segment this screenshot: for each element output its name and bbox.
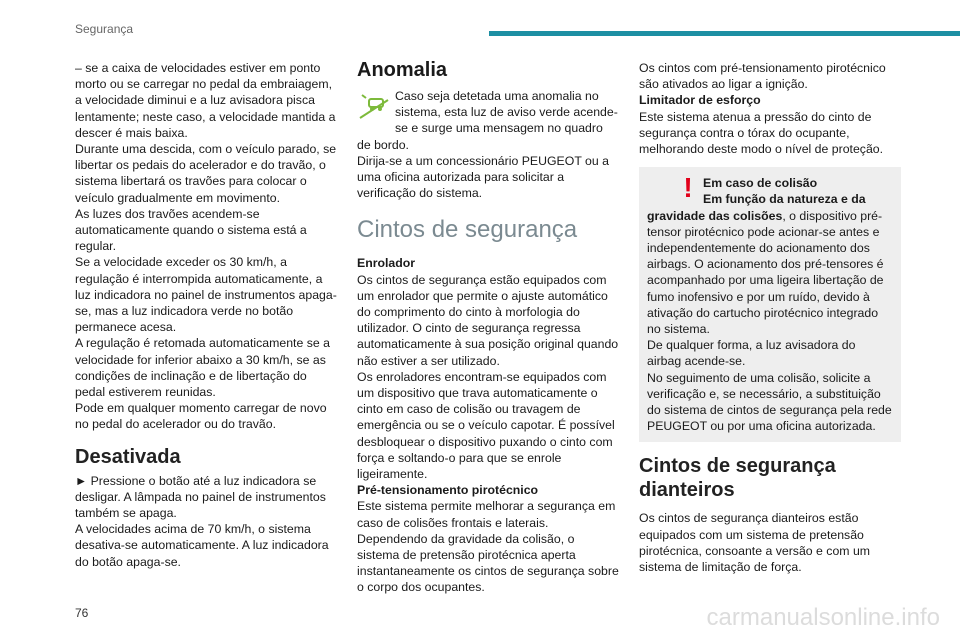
paragraph: As luzes dos travões acendem-se automaticamente quando o sistema está a regular. [75, 206, 307, 254]
column-2 [357, 58, 619, 596]
paragraph: – se a caixa de velocidades estiver em ponto morto ou se carregar no pedal da embraiagem, a velocidade diminui e a luz avisadora pisca lentamente; neste caso, a velocidade mantida a descer é mais baixa. [75, 61, 336, 140]
paragraph: Os cintos de segurança dianteiros estão equipados com um sistema de pretensão pirotécnica, consoante a versão e com um sistema de limitação de força. [639, 511, 871, 575]
subheading-enrolador: Enrolador [357, 256, 416, 271]
paragraph: A velocidades acima de 70 km/h, o sistema desativa-se automaticamente. A luz indicadora do botão apaga-se. [75, 522, 329, 569]
paragraph: Os cintos com pré-tensionamento pirotécnico são ativados ao ligar a ignição. [639, 61, 886, 92]
note-paragraph: De qualquer forma, a luz avisadora do airbag acende-se. [647, 338, 856, 369]
paragraph: ► Pressione o botão até a luz indicadora se desligar. A lâmpada no painel de instrumentos também se apaga. [75, 473, 326, 521]
note-bold: Em função da natureza e da gravidade das colisões [647, 192, 866, 223]
heading-cintos-dianteiros: Cintos de segurança dianteiros [639, 455, 836, 502]
warning-note [639, 167, 901, 442]
header-accent-bar [489, 31, 960, 36]
paragraph: Os cintos de segurança estão equipados com um enrolador que permite o ajuste automático do comprimento do cinto à morfologia do utilizador. O cinto de segurança regressa automaticamente à sua posição original quando não estiver a ser utilizado. [357, 272, 619, 368]
page-number: 76 [75, 606, 89, 620]
note-paragraph: No seguimento de uma colisão, solicite a verificação e, se necessário, a substituição do sistema de cintos de segurança pela rede PEUGEOT ou por uma oficina autorizada. [647, 370, 892, 434]
column-1 [75, 60, 337, 570]
note-paragraph [647, 191, 893, 337]
paragraph: Este sistema permite melhorar a segurança em caso de colisões frontais e laterais. [357, 499, 616, 530]
paragraph: Pode em qualquer momento carregar de novo no pedal do acelerador ou do travão. [75, 401, 327, 432]
paragraph: Este sistema atenua a pressão do cinto de segurança contra o tórax do ocupante, melhorando deste modo o nível de proteção. [639, 109, 884, 157]
paragraph: Durante uma descida, com o veículo parado, se libertar os pedais do acelerador e do travão, o sistema libertará os travões para colocar o veículo gradualmente em movimento. [75, 142, 337, 205]
exclamation-icon: ! [683, 172, 693, 204]
paragraph: Se a velocidade exceder os 30 km/h, a regulação é interrompida automaticamente, a luz indicadora no painel de instrumentos apaga-se, mas a luz indicadora verde no botão permanece acesa. [75, 255, 337, 335]
paragraph: Dependendo da gravidade da colisão, o sistema de pretensão pirotécnica aperta instantaneamente os cintos de segurança sobre o corpo dos ocupantes. [357, 531, 619, 595]
subheading-pretensionamento: Pré-tensionamento pirotécnico [357, 483, 539, 498]
paragraph: A regulação é retomada automaticamente se a velocidade for inferior abaixo a 30 km/h, se as condições de inclinação e de libertação do pedal estiverem reunidas. [75, 336, 330, 400]
hill-assist-warning-icon [357, 89, 391, 123]
section-title: Cintos de segurança [357, 216, 578, 244]
note-text: , o dispositivo pré-tensor pirotécnico pode acionar-se antes e independentemente do acionamento dos airbags. O acionamento dos pré-tensores é acompanhado por uma ligeira libertação de fumo inofensivo e por um ruído, devido à ativação do cartucho pirotécnico integrado no sistema. [647, 208, 884, 337]
note-title: Em caso de colisão [703, 176, 818, 191]
paragraph: Caso seja detetada uma anomalia no sistema, esta luz de aviso verde acende-se e surge uma mensagem no quadro de bordo. [357, 89, 618, 152]
subheading-limitador: Limitador de esforço [639, 93, 761, 108]
section-header: Segurança [75, 22, 134, 36]
heading-anomalia: Anomalia [357, 59, 448, 81]
watermark: carmanualsonline.info [706, 604, 940, 631]
paragraph: Os enroladores encontram-se equipados com um dispositivo que trava automaticamente o cinto em caso de colisão ou travagem de emergência ou se o veículo capotar. É possível desbloquear o dispositivo puxando o cinto com força e soltando-o para que se enrole ligeiramente. [357, 369, 615, 482]
column-3 [639, 60, 901, 575]
paragraph: Dirija-se a um concessionário PEUGEOT ou a uma oficina autorizada para solicitar a verificação do sistema. [357, 153, 609, 201]
heading-desativada: Desativada [75, 445, 181, 468]
